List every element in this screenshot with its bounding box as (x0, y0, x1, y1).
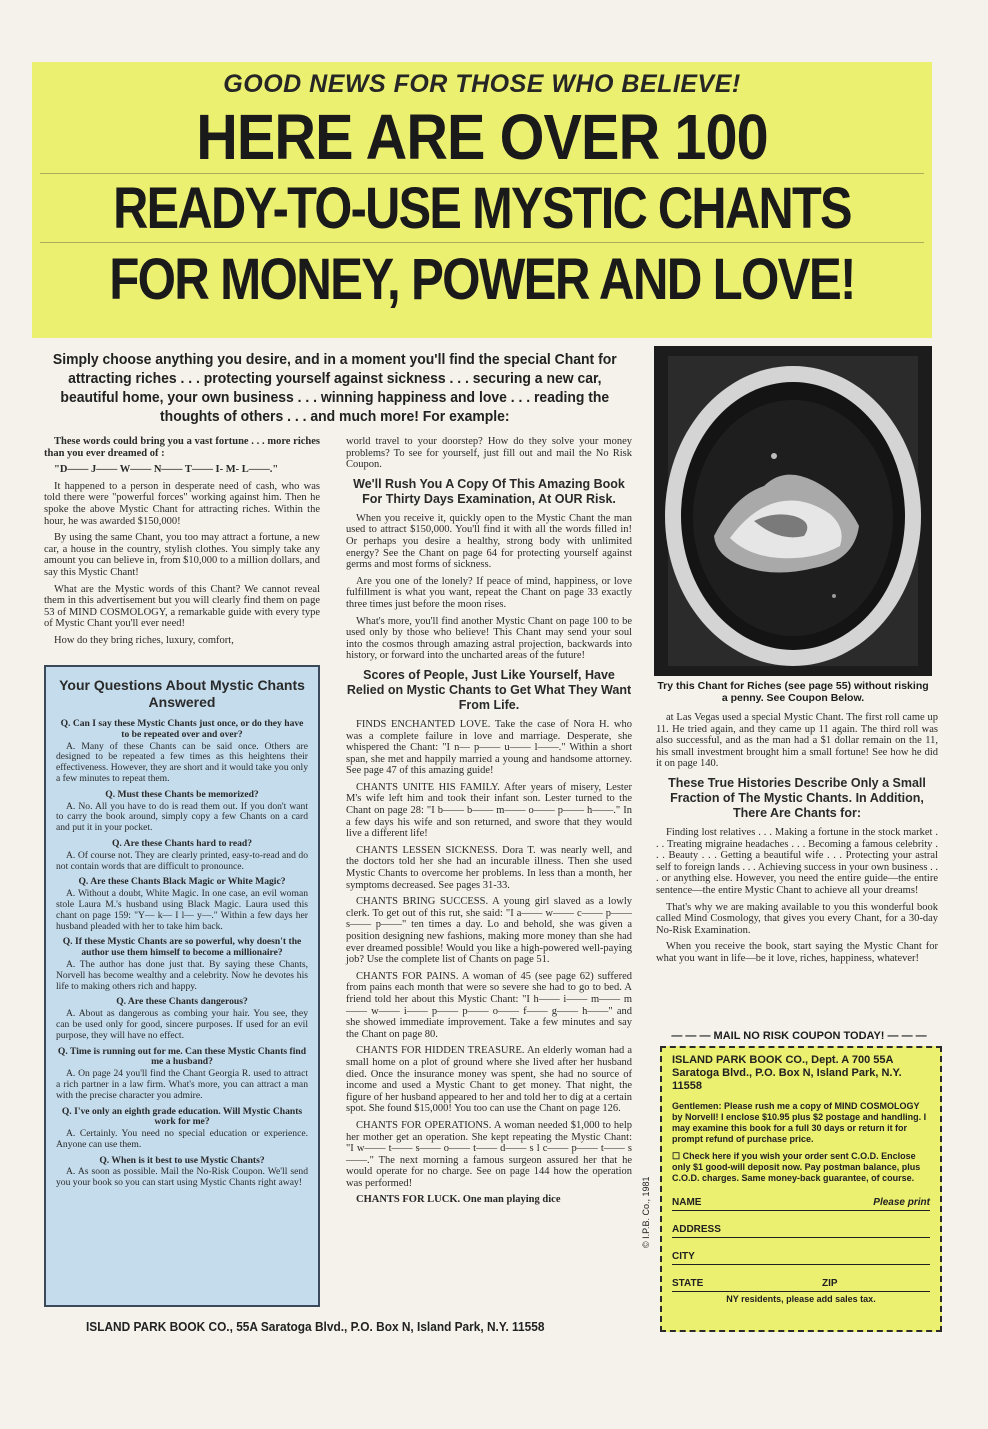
footer-address: ISLAND PARK BOOK CO., 55A Saratoga Blvd., P.O. Box N, Island Park, N.Y. 11558 (86, 1320, 545, 1334)
name-field[interactable] (672, 1190, 930, 1211)
qa-answer: A. Certainly. You need no special education or experience. Anyone can use them. (56, 1128, 308, 1150)
coin-photo (654, 346, 932, 676)
column-1 (44, 436, 320, 652)
coupon-body: Gentlemen: Please rush me a copy of MIND COSMOLOGY by Norvell! I enclose $10.95 plus $2 postage and handling. I may examine this book for a full 30 days or return it for prompt refund of purchase price. (672, 1101, 927, 1144)
qa-answer: A. About as dangerous as combing your hair. You see, they can be used only for good, sincere purposes. If used for an evil purpose, they will have no effect. (56, 1008, 308, 1041)
header-banner (32, 62, 932, 338)
col1-paragraph: It happened to a person in desperate need of cash, who was told there were "powerful forces" working against him. Then he spoke the above Mystic Chant for attracting riches. Within the hour, he was awarded $150,000! (44, 480, 320, 527)
col2-paragraph: world travel to your doorstep? How do they solve your money problems? To see for yourself, just fill out and mail the No Risk Coupon. (346, 436, 632, 471)
headline-line-2: READY-TO-USE MYSTIC CHANTS (113, 176, 851, 241)
col3-paragraph: at Las Vegas used a special Mystic Chant. The first roll came up 11. He tried again, and they came up 11 again. The third roll was also successful, and as the man had a $1 dollar remain on the 11, his small investment brought him a small fortune! See how he did it on page 140. (656, 712, 938, 770)
qa-question: Q. Can I say these Mystic Chants just once, or do they have to be repeated over and over? (60, 718, 304, 740)
col2-heading: We'll Rush You A Copy Of This Amazing Book For Thirty Days Examination, At OUR Risk. (353, 476, 625, 506)
col3-paragraph: When you receive the book, start saying the Mystic Chant for what you want in life—be it love, riches, happiness, whatever! (656, 941, 938, 964)
col2-story: FINDS ENCHANTED LOVE. Take the case of Nora H. who was a complete failure in love and marriage. Desperate, she whispered the Chant: "I n— p—— u—— l——." Within a short span, she met and happily married a young and handsome attorney. See page 47 of this amazing guide! (346, 718, 632, 777)
sales-tax-note: NY residents, please add sales tax. (726, 1294, 876, 1304)
tagline: GOOD NEWS FOR THOSE WHO BELIEVE! (223, 70, 741, 98)
coupon-address: ISLAND PARK BOOK CO., Dept. A 700 55A Saratoga Blvd., P.O. Box N, Island Park, N.Y. 11558 (672, 1054, 902, 1092)
qa-answer: A. Of course not. They are clearly printed, easy-to-read and do not contain words that are difficult to pronounce. (56, 849, 308, 872)
col3-paragraph: Finding lost relatives . . . Making a fortune in the stock market . . . Treating migraine headaches . . . Becoming a famous celebrity . . . Beauty . . . Getting a beautiful wife . . . Protecting your astral self to foreign lands . . . Achieving success in your own business . . . or anything else. However, you need the entire guide—the entire sentence—the entire Mystic Chant to achieve all your dreams! (656, 826, 938, 896)
qa-answer: A. The author has done just that. By saying these Chants, Norvell has become wealthy and a celebrity. Now he devotes his life to making others rich and happy. (56, 958, 308, 992)
state-zip-field[interactable] (672, 1271, 930, 1292)
col2-heading: Scores of People, Just Like Yourself, Have Relied on Mystic Chants to Get What They Want From Life. (346, 667, 632, 712)
address-label: ADDRESS (672, 1224, 721, 1235)
please-print-label: Please print (873, 1197, 930, 1208)
zip-label: ZIP (822, 1278, 838, 1289)
col3-paragraph: That's why we are making available to you this wonderful book called Mind Cosmology, that gives you every Chant, for a 30-day No-Risk Examination. (656, 901, 938, 936)
col2-story: CHANTS FOR HIDDEN TREASURE. An elderly woman had a small home on a plot of ground where she lived after her husband died. Once the insurance money was spent, she had no source of income and used a Mystic Chant to get money. That night, the figure of her husband appeared to her and told her to dig at a certain spot. She found $15,000! You too can use the Chant on page 126. (346, 1045, 632, 1115)
qa-question: Q. Are these Chants Black Magic or White Magic? (78, 876, 286, 888)
qa-question: Q. Are these Chants dangerous? (116, 996, 248, 1008)
column-2 (346, 436, 632, 1211)
qa-question: Q. Are these Chants hard to read? (111, 837, 253, 849)
qa-answer: A. Many of these Chants can be said once. Others are designed to be repeated a few times as this heightens their effectiveness. However, they are short and it would take you only a few minutes to repeat them. (56, 740, 308, 784)
qa-question: Q. Must these Chants be memorized? (105, 788, 259, 800)
intro-paragraph: Simply choose anything you desire, and in a moment you'll find the special Chant for attracting riches . . . protecting yourself against sickness . . . securing a new car, beautiful home, your own business . . . winning happiness and love . . . reading the thoughts of others . . . and much more! For example: (52, 351, 617, 425)
name-label: NAME (672, 1197, 702, 1208)
divider (40, 173, 924, 174)
city-field[interactable] (672, 1244, 930, 1265)
col1-paragraph: What are the Mystic words of this Chant? We cannot reveal them in this advertisement but you will clearly find them on page 53 of MIND COSMOLOGY, a remarkable guide with every type of Mystic Chant you'll ever need! (44, 583, 320, 630)
qa-question: Q. When is it best to use Mystic Chants? (99, 1154, 265, 1166)
address-field[interactable] (672, 1217, 930, 1238)
col2-story: CHANTS LESSEN SICKNESS. Dora T. was nearly well, and the doctors told her she had an incurable illness. Then she used Mystic Chants to overcome her problems. In less than a month, her symptoms decreased. See pages 31-33. (346, 844, 632, 891)
order-coupon[interactable] (660, 1046, 942, 1332)
qa-answer: A. No. All you have to do is read them out. If you don't want to carry the book around, simply copy a few Chants on a card and put it in your pocket. (56, 800, 308, 834)
col1-paragraph: How do they bring riches, luxury, comfort, (54, 634, 234, 646)
col2-paragraph: What's more, you'll find another Mystic Chant on page 100 to be used only by those who believe! This Chant may send your soul into the cosmos through amazing astral projection, backwards into history, or forward into the uncharted areas of the future! (346, 615, 632, 662)
col1-chant: "D—— J—— W—— N—— T—— I- M- L——." (54, 464, 279, 476)
qa-question: Q. Time is running out for me. Can these Mystic Chants find me a husband? (57, 1045, 307, 1068)
qa-list (56, 719, 308, 1189)
copyright: © I.P.B. Co., 1981 (641, 1176, 651, 1248)
qa-answer: A. On page 24 you'll find the Chant Georgia R. used to attract a rich partner in a law firm. What's more, you can attract a man with the precise character you admire. (56, 1068, 308, 1101)
col2-paragraph: When you receive it, quickly open to the Mystic Chant the man used to attract $150,000. You'll find it with all the words filled in! Or perhaps you desire a healthy, strong body with unlimited energy? See the Chant on page 64 for protecting yourself against germs and most forms of sickness. (346, 512, 632, 571)
coupon-title: — — — MAIL NO RISK COUPON TODAY! — — — (671, 1030, 927, 1042)
cod-checkbox-text[interactable]: ☐ Check here if you wish your order sent C.O.D. Enclose only $1 good-will deposit now. Pay postman balance, plus C.O.D. charges. Same money-back guarantee, of course. (672, 1151, 921, 1183)
column-3 (656, 712, 938, 970)
photo-caption: Try this Chant for Riches (see page 55) without risking a penny. See Coupon Below. (657, 680, 929, 704)
qa-title: Your Questions About Mystic Chants Answered (59, 677, 305, 710)
qa-answer: A. Without a doubt, White Magic. In one case, an evil woman stole Laura M.'s husband using Black Magic. Laura used this chant on page 159: "Y— k— I l— y—." Within a few days her husband pleaded with her to take him back. (56, 888, 308, 932)
col2-story: CHANTS FOR PAINS. A woman of 45 (see page 62) suffered from pains each month that were so severe she had to go to bed. A friend told her about this Mystic Chant: "I h—— i—— m—— m—— w—— i—— p—— p—— o—— f—— g—— h——" and she showed immediate improvement. Take a few minutes and say the Chant on page 80. (346, 970, 632, 1040)
col3-heading: These True Histories Describe Only a Small Fraction of The Mystic Chants. In Addition, There Are Chants for: (668, 775, 926, 820)
headline-line-1: HERE ARE OVER 100 (196, 101, 768, 173)
qa-box (44, 665, 320, 1307)
col2-story: CHANTS FOR LUCK. One man playing dice (356, 1194, 561, 1206)
qa-question: Q. If these Mystic Chants are so powerful, why doesn't the author use them himself to become a millionaire? (62, 936, 302, 959)
col1-paragraph: By using the same Chant, you too may attract a fortune, a new car, a house in the country, stylish clothes. You simply take any amount you can believe in, from $10,000 to a million dollars, and say this Mystic Chant! (44, 532, 320, 578)
col2-story: CHANTS BRING SUCCESS. A young girl slaved as a lowly clerk. To get out of this rut, she said: "I a—— w—— c—— p—— s—— p——" ten times a day. Lo and behold, she was given a position designing new fashions, making more money than she had ever dreamed possible! Would you like a high-powered well-paying job? Use the complete list of Chants on page 51. (346, 896, 632, 966)
col2-story: CHANTS UNITE HIS FAMILY. After years of misery, Lester M's wife left him and took their infant son. Lester turned to the Chant on page 28: "I b—— b—— m—— o—— p—— h——." In a few days his wife and son returned, and swore that they would live a different life! (346, 781, 632, 840)
col2-story: CHANTS FOR OPERATIONS. A woman needed $1,000 to help her mother get an operation. She kept repeating the Mystic Chant: "I w—— t—— s—— o—— t—— d—— s l c—— p—— t—— s——." The next morning a famous surgeon assured her that he would operate for no charge. See on page 144 how the operation was performed! (346, 1119, 632, 1189)
qa-answer: A. As soon as possible. Mail the No-Risk Coupon. We'll send you your book so you can start using Mystic Chants right away! (56, 1166, 308, 1189)
qa-question: Q. I've only an eighth grade education. Will Mystic Chants work for me? (61, 1105, 303, 1128)
divider (40, 242, 924, 243)
coin-dish-image (654, 346, 932, 676)
headline-line-3: FOR MONEY, POWER AND LOVE! (109, 247, 855, 312)
state-label: STATE (672, 1278, 704, 1289)
city-label: CITY (672, 1251, 695, 1262)
col2-paragraph: Are you one of the lonely? If peace of mind, happiness, or love fulfillment is what you want, repeat the Chant on page 33 exactly three times just before the moon rises. (346, 575, 632, 610)
col1-lead: These words could bring you a vast fortune . . . more riches than you ever dreamed of : (44, 436, 320, 459)
